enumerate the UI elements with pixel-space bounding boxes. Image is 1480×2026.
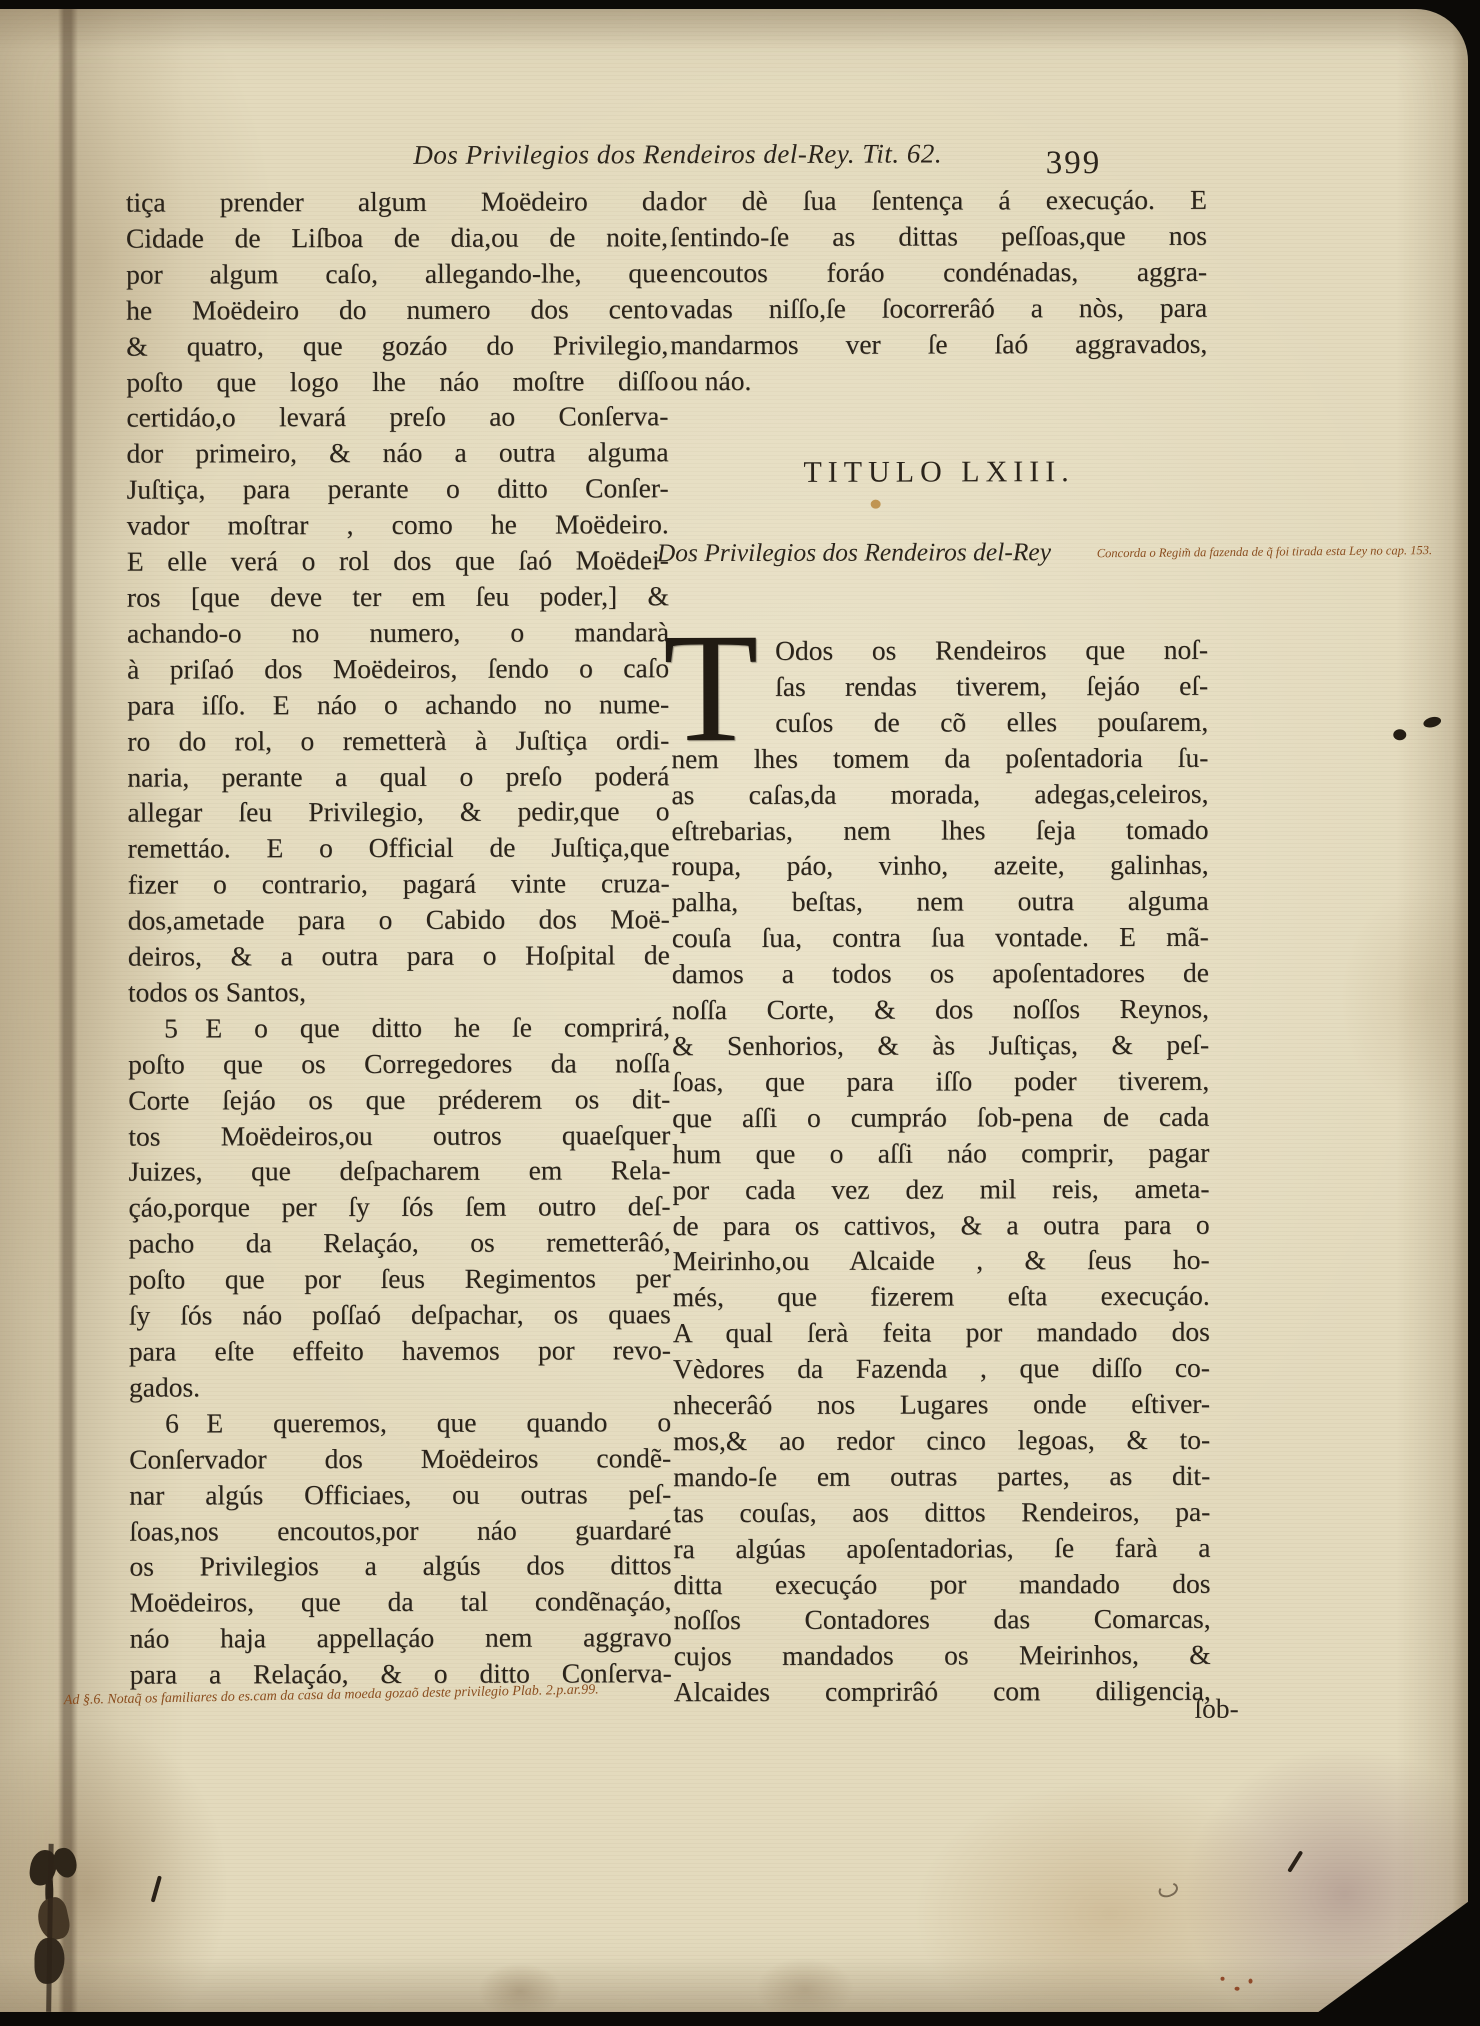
text-line: noſſa Corte, & dos noſſos Reynos, [671,992,1210,1026]
text-line: os Privilegios a algús dos dittos [129,1549,672,1583]
text-line: he Moëdeiro do numero dos cento [126,292,669,326]
text-line: Alcaides comprirâó com diligencia, [673,1675,1211,1708]
text-line: achando-o no numero, o mandarà [126,616,670,649]
text-line: Moëdeiros, que da tal condẽnaçáo, [129,1585,672,1618]
scan-edge-top [0,0,1480,9]
text-line: Odos os Rendeiros que noſ- [775,633,1209,666]
running-title: Dos Privilegios dos Rendeiros del-Rey. Tit. 62. [413,138,943,170]
text-line: çáo,porque per ſy ſós ſem outro deſ- [128,1190,671,1223]
text-line: cujos mandados os Meirinhos, & [673,1639,1211,1672]
text-line: cuſos de cõ elles pouſarem, [775,705,1209,738]
text-line: nhecerâó nos Lugares onde eſtiver- [672,1387,1211,1421]
text-line: tiça prender algum Moëdeiro da [125,185,668,218]
text-line: de para os cattivos, & a outra para o [672,1208,1210,1241]
right-column-continuation [670,182,1208,399]
text-line: para a Relaçáo, & o ditto Conſerva- [129,1657,672,1690]
text-line: couſa ſua, contra ſua vontade. E mã- [671,921,1209,954]
text-line: 5 E o que ditto he ſe comprirá, [163,1011,671,1044]
catchword: ſob- [1194,1692,1239,1724]
text-line: ſy ſós náo poſſaó deſpachar, os quaes [128,1298,671,1331]
text-line: poſto que por ſeus Regimentos per [128,1262,671,1295]
text-line: ditta execuçáo por mandado dos [673,1567,1211,1600]
text-line: para eſte effeito havemos por revo- [128,1334,671,1367]
text-line: por cada vez dez mil reis, ameta- [672,1172,1210,1205]
text-line: ou náo. [670,364,752,396]
text-line: dor primeiro, & náo a outra alguma [126,436,669,469]
text-line: ros [que deve ter em ſeu poder,] & [126,580,669,613]
text-line: allegar ſeu Privilegio, & pedir,que o [127,795,670,829]
text-line: nem lhes tomem da poſentadoria ſu- [671,741,1209,774]
section-heading: TITULO LXIII. [803,455,1075,489]
text-line: ra algúas apoſentadorias, ſe farà a [673,1531,1211,1564]
text-line: hum que o aſſi náo comprir, pagar [672,1136,1210,1169]
stain-speckle [1221,1977,1225,1981]
ink-speck [1393,729,1406,740]
ink-mark [151,1875,162,1902]
text-line: fizer o contrario, pagará vinte cruza- [127,867,670,900]
text-line: por algum caſo, allegando-lhe, que [126,256,669,290]
ink-blot [52,1846,79,1879]
text-line: certidáo,o levará preſo ao Conſerva- [126,400,669,434]
text-line: Juſtiça, para perante o ditto Conſer- [126,472,669,505]
text-line: més, que fizerem eſta execuçáo. [672,1280,1210,1313]
text-line: tos Moëdeiros,ou outros quaeſquer [128,1118,671,1152]
text-line: ſoas,nos encoutos,por náo guardaré [129,1513,672,1547]
text-line: poſto que logo lhe náo moſtre diſſo [126,364,669,398]
stain-speckle [1249,1979,1253,1984]
text-line: Corte ſejáo os que préderem os dit- [128,1082,671,1116]
right-column-body [671,632,1211,1711]
ink-blot [34,1895,72,1942]
text-line: Vèdores da Fazenda , que diſſo co- [672,1351,1210,1385]
text-line: dor dè ſua ſentença á execuçáo. E [669,183,1207,217]
text-line: ſas rendas tiverem, ſejáo eſ- [775,669,1209,702]
text-line: ſentindo-ſe as dittas peſſoas,que nos [669,219,1208,253]
text-line: & Senhorios, & às Juſtiças, & peſ- [672,1028,1210,1062]
text-line: eſtrebarias, nem lhes ſeja tomado [671,813,1209,846]
text-line: & quatro, que gozáo do Privilegio, [126,328,669,362]
text-line: encoutos foráo condénadas, aggra- [670,255,1208,288]
text-line: Cidade de Liſboa de dia,ou de noite, [125,221,669,254]
text-line: Conſervador dos Moëdeiros condẽ- [129,1441,672,1475]
margin-note-right: Concorda o Regim̃ da fazenda de q̃ foi tirada esta Ley no cap. 153. [1096,543,1433,561]
margin-note-left: Ad §.6. Notaq̃ os familiares do es.cam da casa da moeda gozaõ deste privilegio Plab. 2.p.ar.99. [63,1682,599,1709]
text-line: nar algús Officiaes, ou outras peſ- [129,1477,672,1511]
text-line: pacho da Relaçáo, os remetterâó, [128,1226,671,1259]
text-line: Meirinho,ou Alcaide , & ſeus ho- [672,1244,1210,1277]
scan-edge-right [1468,0,1480,2024]
text-line: mando-ſe em outras partes, as dit- [673,1459,1211,1493]
text-line: palha, beſtas, nem outra alguma [671,885,1209,918]
text-line: vadas niſſo,ſe ſocorrerâó a nòs, para [670,291,1208,324]
text-line: Juizes, que deſpacharem em Rela- [128,1154,671,1188]
text-line: mos,& ao redor cinco legoas, & to- [673,1423,1211,1457]
text-line: náo haja appellaçáo nem aggravo [129,1621,672,1654]
text-line: ro do rol, o remetterà à Juſtiça ordi- [127,723,670,757]
text-line: E elle verá o rol dos que ſaó Moëdei- [126,544,669,577]
text-line: naria, perante a qual o preſo poderá [127,759,670,793]
ink-squiggle [1157,1880,1181,1900]
scan-edge-bottom [0,2012,1480,2024]
text-line: ſoas, que para iſſo poder tiverem, [672,1064,1210,1098]
text-line: roupa, páo, vinho, azeite, galinhas, [671,849,1209,882]
text-line: gados. [128,1371,201,1403]
left-column [126,183,672,1692]
text-line: damos a todos os apoſentadores de [671,956,1209,990]
ink-mark [1287,1850,1303,1872]
text-line: à priſaó dos Moëdeiros, ſendo o caſo [127,651,670,685]
text-line: 6 E queremos, que quando o [165,1405,672,1439]
drop-cap: T [662,600,759,775]
stain-spot [871,500,881,509]
text-line: A qual ſerà feita por mandado dos [672,1315,1210,1349]
text-line: para iſſo. E náo o achando no nume- [127,687,670,721]
text-line: as caſas,da morada, adegas,celeiros, [671,777,1209,810]
stain-speckle [1235,1987,1240,1991]
text-line: mandarmos ver ſe ſaó aggravados, [670,327,1208,360]
text-line: dos,ametade para o Cabido dos Moë- [127,903,670,936]
section-subheading: Dos Privilegios dos Rendeiros del-Rey [656,537,1052,568]
text-line: remettáo. E o Official de Juſtiça,que [127,831,670,864]
text-line: todos os Santos, [127,976,307,1008]
text-line: tas couſas, aos dittos Rendeiros, pa- [673,1495,1211,1528]
text-line: vador moſtrar , como he Moëdeiro. [126,508,669,541]
text-line: deiros, & a outra para o Hoſpital de [127,939,670,972]
text-line: noſſos Contadores das Comarcas, [673,1603,1211,1636]
text-line: poſto que os Corregedores da noſſa [128,1046,671,1080]
text-line: que aſſi o cumpráo ſob-pena de cada [672,1100,1210,1133]
ink-speck [1422,715,1442,729]
page-number: 399 [1045,145,1102,182]
